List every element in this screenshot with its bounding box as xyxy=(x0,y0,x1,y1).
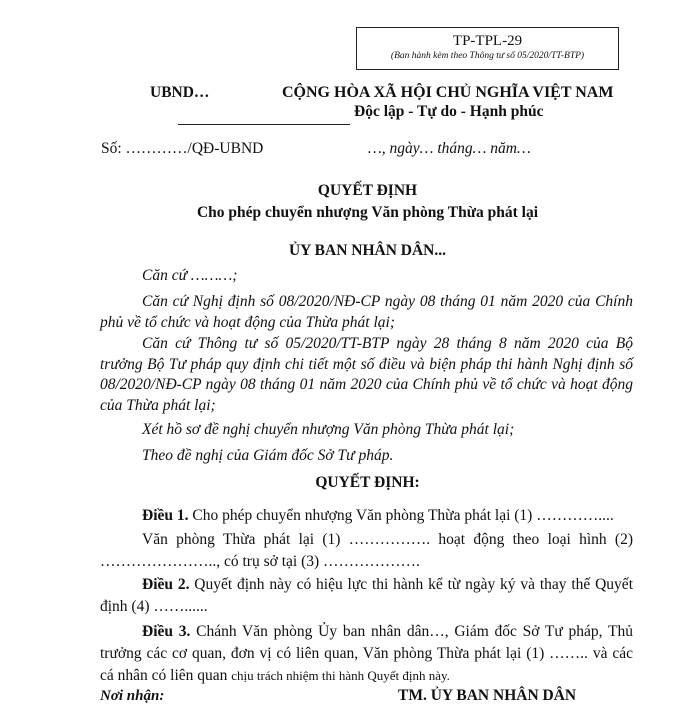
preamble-paragraph xyxy=(100,334,633,416)
preamble-text: Theo đề nghị của Giám đốc Sở Tư pháp. xyxy=(142,447,394,464)
article-3 xyxy=(100,621,633,687)
preamble-text: Căn cứ ………; xyxy=(142,267,238,284)
preamble-paragraph xyxy=(100,292,633,333)
article-2 xyxy=(100,574,633,618)
decision-subtitle: Cho phép chuyển nhượng Văn phòng Thừa phát lại xyxy=(196,204,539,221)
article-2-label: Điều 2. xyxy=(142,576,190,593)
article-3-text: Chánh Văn phòng Ủy ban nhân dân…, Giám đốc Sở Tư pháp, Thủ trưởng các cơ quan, đơn vị có liên quan, Văn phòng Thừa phát lại (1) …….. và các cá nhân có liên quan xyxy=(100,623,633,684)
article-1-continued xyxy=(100,529,633,573)
agency-name: UBND… xyxy=(150,84,210,101)
article-1-label: Điều 1. xyxy=(142,507,189,524)
article-1-text: Cho phép chuyển nhượng Văn phòng Thừa phát lại (1) ………….... xyxy=(192,507,614,524)
form-note: (Ban hành kèm theo Thông tư số 05/2020/TT-BTP) xyxy=(390,51,585,61)
preamble-paragraph xyxy=(100,446,633,467)
preamble-paragraph xyxy=(100,266,633,287)
preamble-text: Căn cứ Thông tư số 05/2020/TT-BTP ngày 28 tháng 8 năm 2020 của Bộ trưởng Bộ Tư pháp quy định chi tiết một số điều và biện pháp thi hành Nghị định số 08/2020/NĐ-CP ngày 08 tháng 01 năm 2020 của Chính phủ về tổ chức và hoạt động của Thừa phát lại; xyxy=(100,335,633,414)
article-1 xyxy=(100,505,633,527)
article-1-line2: Văn phòng Thừa phát lại (1) ……………. hoạt động theo loại hình (2) ………………….., có trụ sở tại (3) ………………. xyxy=(100,531,633,570)
document-number: Số: …………/QĐ-UBND xyxy=(101,140,264,157)
signer-title: TM. ỦY BAN NHÂN DÂN xyxy=(398,687,577,704)
recipients-label: Nơi nhận: xyxy=(100,688,165,704)
preamble-paragraph xyxy=(100,420,633,441)
country-name: CỘNG HÒA XÃ HỘI CHỦ NGHĨA VIỆT NAM xyxy=(282,84,614,101)
motto: Độc lập - Tự do - Hạnh phúc xyxy=(354,103,544,120)
decision-title: QUYẾT ĐỊNH xyxy=(317,182,418,199)
document-date: …, ngày… tháng… năm… xyxy=(368,140,531,157)
agency-underline xyxy=(178,124,350,125)
article-3-tail: chịu trách nhiệm thi hành Quyết định này. xyxy=(231,668,450,683)
article-3-label: Điều 3. xyxy=(142,623,191,640)
preamble-text: Căn cứ Nghị định số 08/2020/NĐ-CP ngày 08 tháng 01 năm 2020 của Chính phủ về tổ chức và hoạt động của Thừa phát lại; xyxy=(100,293,633,331)
article-2-text: Quyết định này có hiệu lực thi hành kể từ ngày ký và thay thế Quyết định (4) ……...... xyxy=(100,576,633,615)
decision-heading: QUYẾT ĐỊNH: xyxy=(315,474,420,491)
form-code: TP-TPL-29 xyxy=(452,33,523,49)
preamble-text: Xét hồ sơ đề nghị chuyển nhượng Văn phòng Thừa phát lại; xyxy=(142,421,515,438)
form-code-box xyxy=(356,27,619,70)
issuer-heading: ỦY BAN NHÂN DÂN... xyxy=(288,242,446,259)
